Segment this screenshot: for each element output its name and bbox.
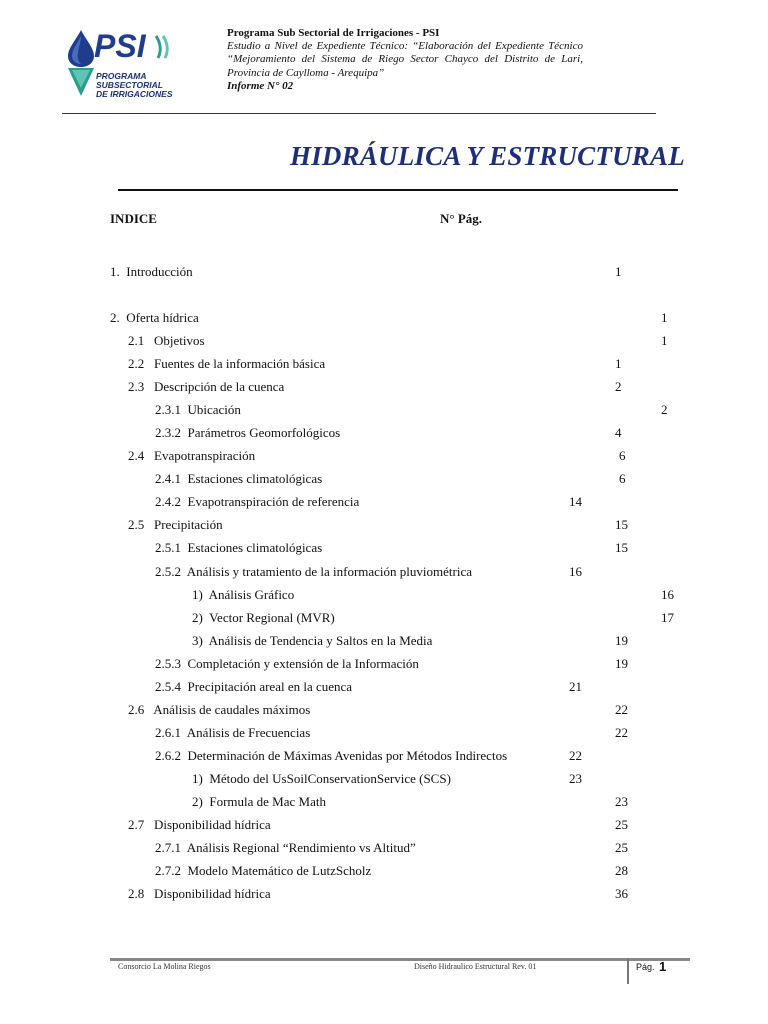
toc-page-number: 23 — [569, 771, 582, 786]
toc-item[interactable]: 2.2 Fuentes de la información básica — [128, 356, 326, 371]
toc-page-number: 2 — [615, 379, 622, 394]
logo-subtitle: PROGRAMA SUBSECTORIAL DE IRRIGACIONES — [96, 71, 173, 99]
toc-page-number: 17 — [661, 610, 674, 625]
header-divider — [62, 113, 656, 114]
toc-item[interactable]: 2) Vector Regional (MVR) — [192, 610, 335, 625]
toc-item[interactable]: 2.5.3 Completación y extensión de la Información — [155, 656, 419, 671]
toc-item[interactable]: 2.7.1 Análisis Regional “Rendimiento vs Altitud” — [155, 840, 416, 855]
toc-item[interactable]: 2.7.2 Modelo Matemático de LutzScholz — [155, 863, 372, 878]
footer-company: Consorcio La Molina Riegos — [118, 962, 211, 971]
footer-document-name: Diseño Hidraulico Estructural Rev. 01 — [414, 962, 537, 971]
toc-page-number: 25 — [615, 817, 628, 832]
toc-page-number: 16 — [569, 564, 582, 579]
toc-item[interactable]: 2.5 Precipitación — [128, 517, 223, 532]
toc-page-number: 23 — [615, 794, 628, 809]
toc-item[interactable]: 2.3.1 Ubicación — [155, 402, 241, 417]
toc-page-number: 22 — [615, 725, 628, 740]
toc-item[interactable]: 2.1 Objetivos — [128, 333, 205, 348]
toc-page-number: 6 — [619, 471, 626, 486]
report-number: Informe N° 02 — [227, 79, 294, 92]
toc-page-number: 22 — [569, 748, 582, 763]
toc-page-number: 6 — [619, 448, 626, 463]
page-label: Pág. — [636, 962, 655, 972]
study-description: Estudio a Nivel de Expediente Técnico: “Elaboración del Expediente Técnico “Mejoramiento del Sistema de Riego Sector Chayco del Distrito de Lari, Provincia de Caylloma - Arequipa” — [227, 40, 583, 79]
program-title: Programa Sub Sectorial de Irrigaciones - PSI — [227, 27, 440, 39]
toc-item[interactable]: 2.5.1 Estaciones climatológicas — [155, 540, 323, 555]
toc-page-number: 15 — [615, 540, 628, 555]
title-divider — [118, 189, 678, 191]
toc-page-number: 2 — [661, 402, 668, 417]
toc-item[interactable]: 2.3.2 Parámetros Geomorfológicos — [155, 425, 341, 440]
svg-text:PSI: PSI — [94, 28, 146, 64]
footer-divider — [110, 958, 690, 961]
toc-page-number: 1 — [615, 264, 622, 279]
toc-item[interactable]: 2.7 Disponibilidad hídrica — [128, 817, 271, 832]
toc-page-number: 1 — [615, 356, 622, 371]
toc-item[interactable]: 1) Método del UsSoilConservationService (SCS) — [192, 771, 451, 786]
toc-item[interactable]: 2.5.4 Precipitación areal en la cuenca — [155, 679, 353, 694]
toc-item[interactable]: 2.3 Descripción de la cuenca — [128, 379, 285, 394]
toc-item[interactable]: 2.6 Análisis de caudales máximos — [128, 702, 311, 717]
toc-item[interactable]: 2.5.2 Análisis y tratamiento de la información pluviométrica — [155, 564, 472, 579]
document-header — [227, 27, 583, 93]
toc-page-number: 19 — [615, 656, 628, 671]
page-number: 1 — [659, 959, 667, 974]
toc-page-number: 25 — [615, 840, 628, 855]
toc-item[interactable]: 2.6.1 Análisis de Frecuencias — [155, 725, 311, 740]
page-column-heading: N° Pág. — [440, 211, 483, 226]
toc-page-number: 21 — [569, 679, 582, 694]
toc-page-number: 15 — [615, 517, 628, 532]
toc-item[interactable]: 3) Análisis de Tendencia y Saltos en la Media — [192, 633, 433, 648]
toc-page-number: 14 — [569, 494, 582, 509]
toc-page-number: 22 — [615, 702, 628, 717]
toc-item[interactable]: 2) Formula de Mac Math — [192, 794, 326, 809]
toc-page-number: 1 — [661, 310, 668, 325]
toc-page-number: 28 — [615, 863, 628, 878]
toc-page-number: 16 — [661, 587, 674, 602]
toc-item[interactable]: 1. Introducción — [110, 264, 193, 279]
toc-item[interactable]: 2.8 Disponibilidad hídrica — [128, 886, 271, 901]
toc-item[interactable]: 2.6.2 Determinación de Máximas Avenidas por Métodos Indirectos — [155, 748, 508, 763]
toc-item[interactable]: 2. Oferta hídrica — [110, 310, 199, 325]
toc-item[interactable]: 2.4.2 Evapotranspiración de referencia — [155, 494, 360, 509]
toc-page-number: 4 — [615, 425, 622, 440]
toc-page-number: 36 — [615, 886, 628, 901]
toc-item[interactable]: 2.4.1 Estaciones climatológicas — [155, 471, 323, 486]
toc-item[interactable]: 2.4 Evapotranspiración — [128, 448, 256, 463]
toc-page-number: 19 — [615, 633, 628, 648]
index-heading: INDICE — [110, 211, 157, 226]
page-title: HIDRÁULICA Y ESTRUCTURAL — [290, 141, 685, 171]
toc-item[interactable]: 1) Análisis Gráfico — [192, 587, 295, 602]
toc-page-number: 1 — [661, 333, 668, 348]
